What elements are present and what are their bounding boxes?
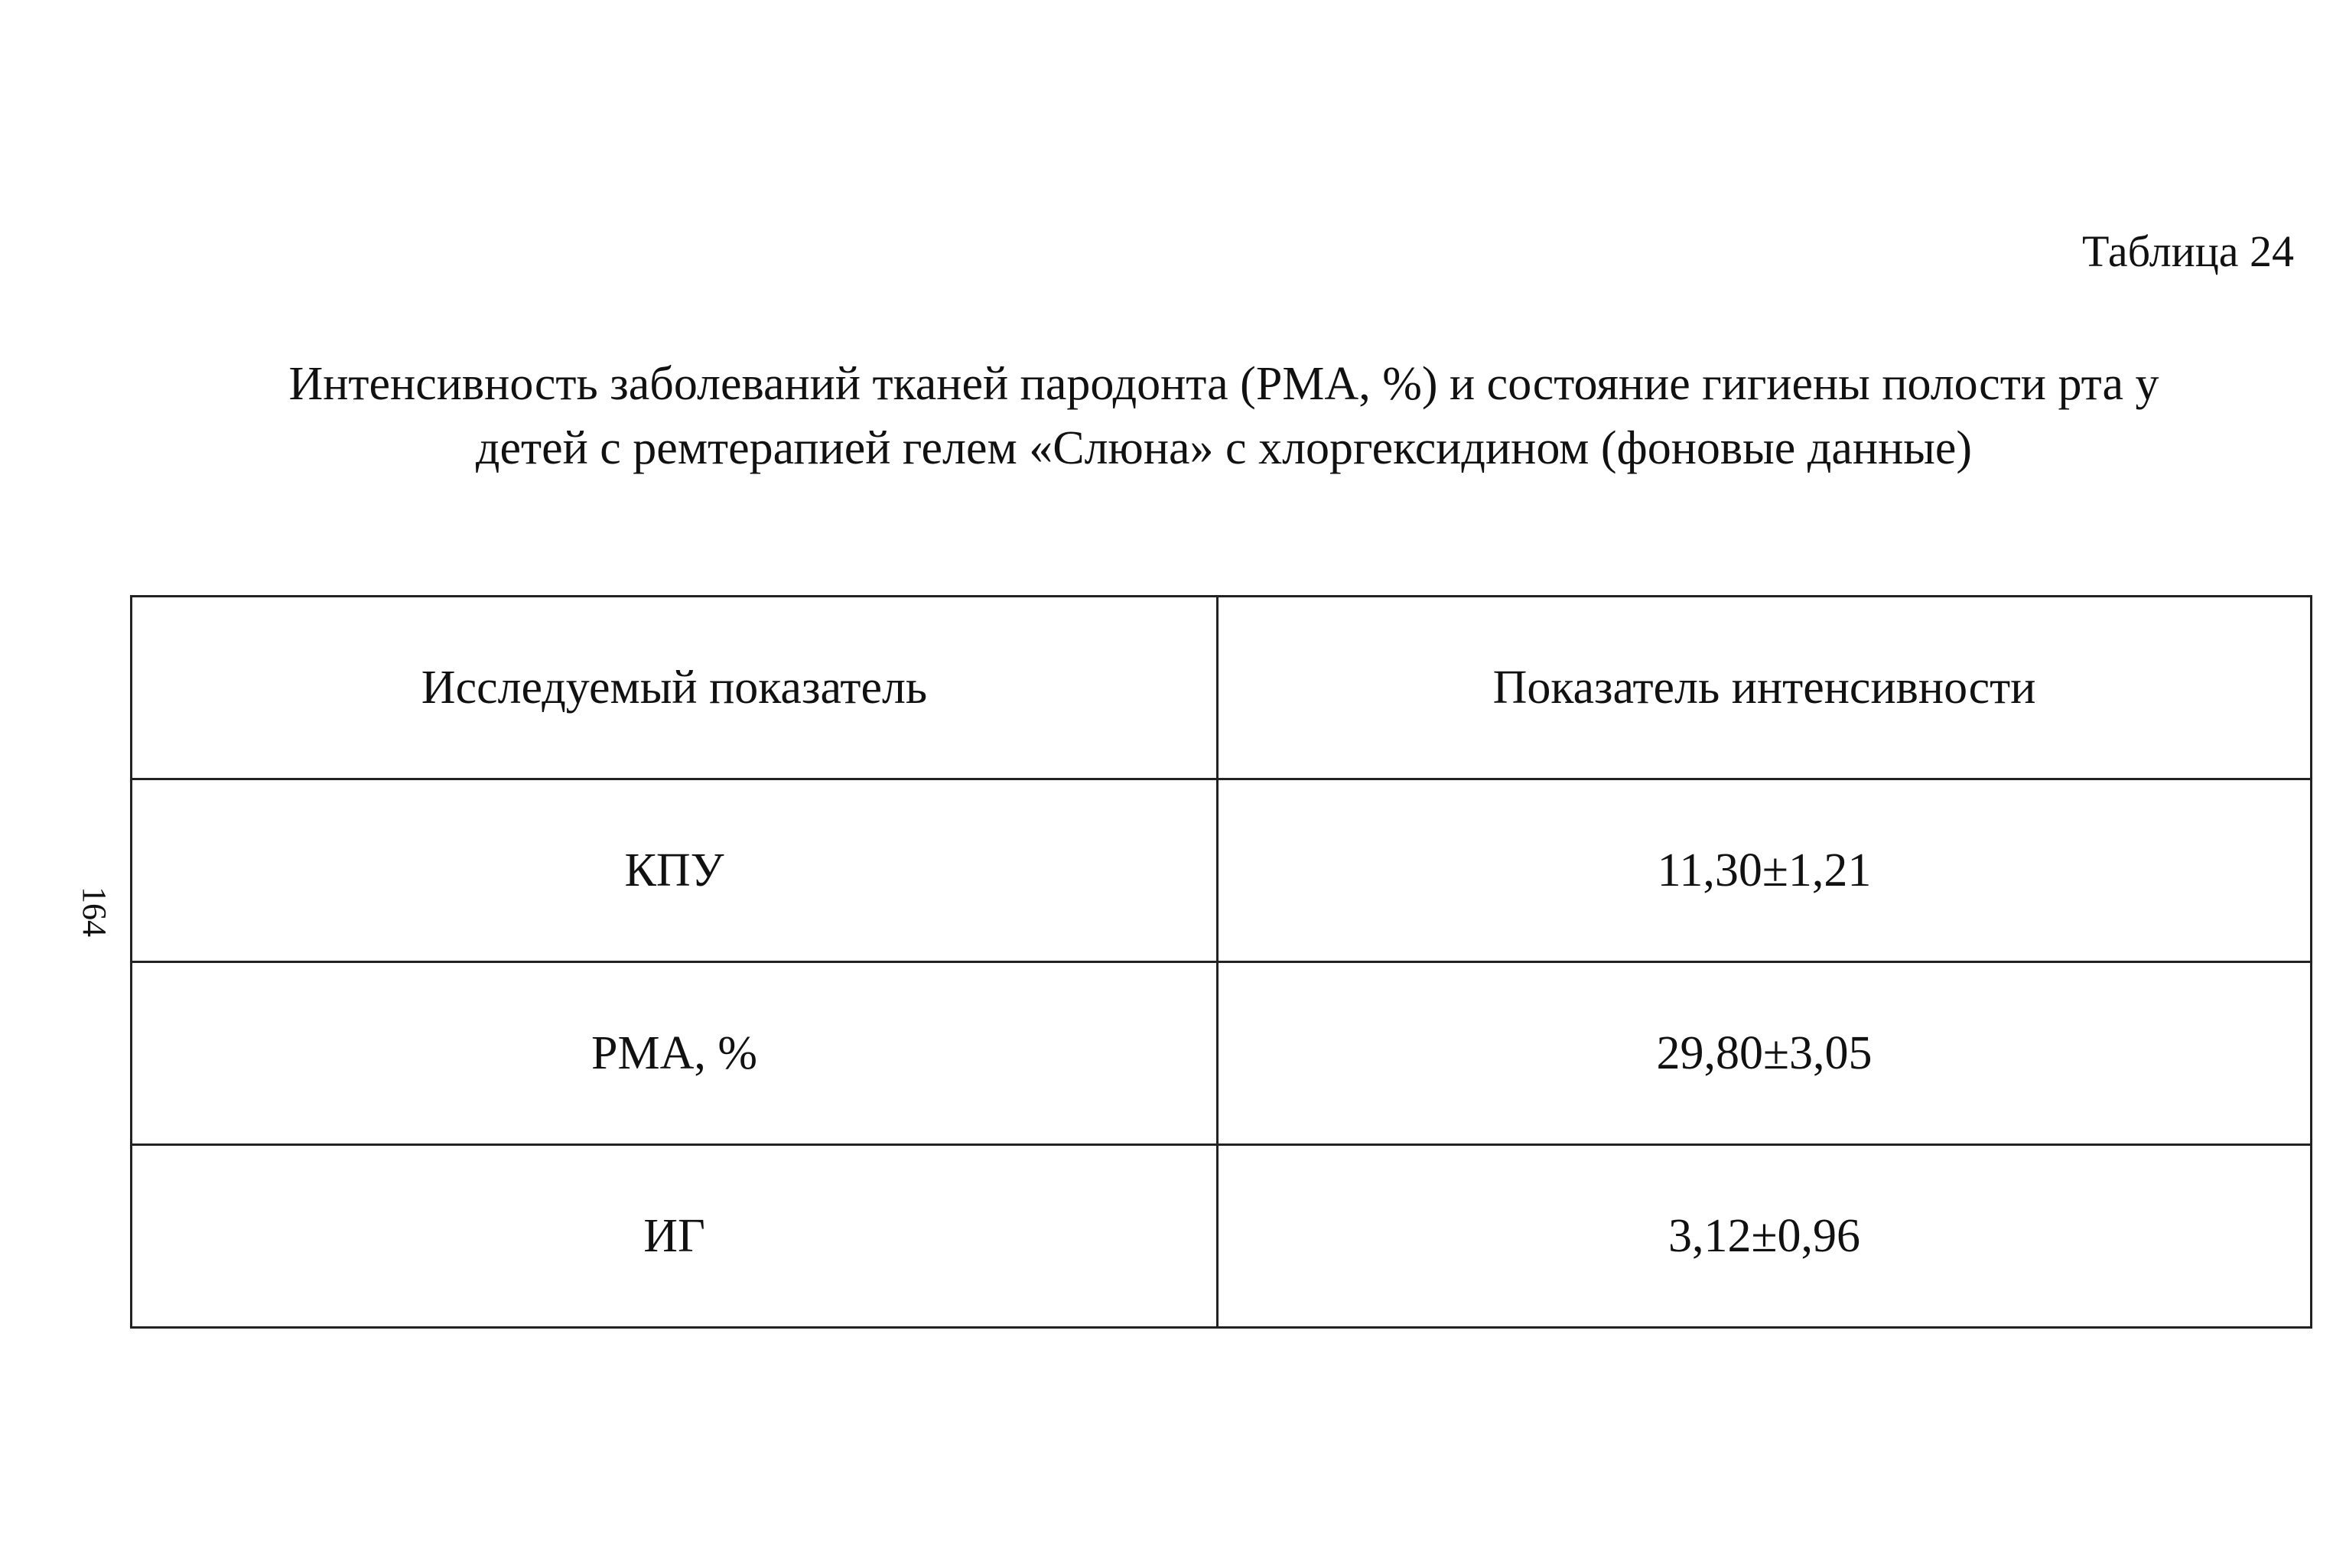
value-cell: 29,80±3,05 bbox=[1218, 962, 2312, 1145]
table-header-row bbox=[132, 597, 2312, 779]
data-table bbox=[130, 595, 2312, 1329]
column-header-intensity: Показатель интенсивности bbox=[1218, 597, 2312, 779]
table-title bbox=[153, 352, 2295, 480]
column-header-indicator: Исследуемый показатель bbox=[132, 597, 1218, 779]
table-number-label: Таблица 24 bbox=[2081, 226, 2294, 276]
value-cell: 11,30±1,21 bbox=[1218, 779, 2312, 962]
indicator-cell: КПУ bbox=[132, 779, 1218, 962]
table-row bbox=[132, 962, 2312, 1145]
value-cell: 3,12±0,96 bbox=[1218, 1145, 2312, 1328]
table-row bbox=[132, 1145, 2312, 1328]
indicator-cell: РМА, % bbox=[132, 962, 1218, 1145]
table-title-line-2: детей с ремтерапией гелем «Слюна» с хлоргексидином (фоновые данные) bbox=[475, 422, 1973, 474]
table-row bbox=[132, 779, 2312, 962]
table-title-line-1: Интенсивность заболеваний тканей пародонта (РМА, %) и состояние гигиены полости рта у bbox=[288, 358, 2159, 410]
indicator-cell: ИГ bbox=[132, 1145, 1218, 1328]
page-number: 164 bbox=[76, 886, 113, 937]
